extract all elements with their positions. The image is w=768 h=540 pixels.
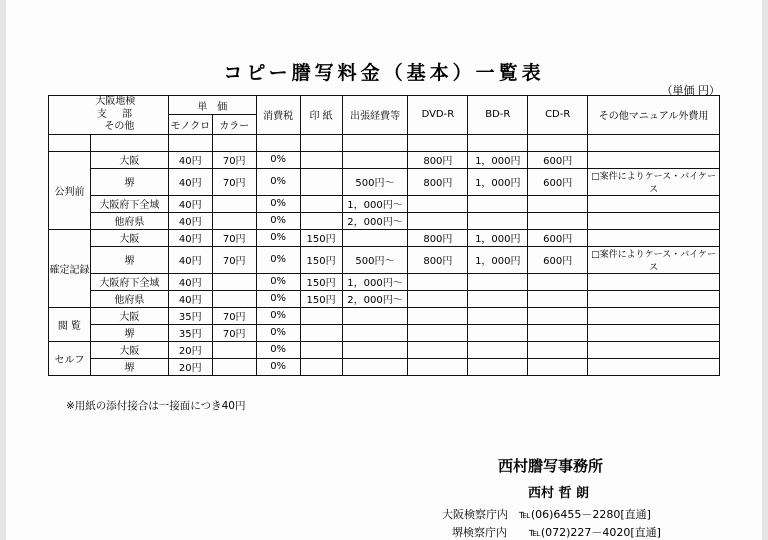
- sub-label: 堺: [90, 246, 168, 273]
- table-header-row-1: [49, 96, 720, 115]
- table-row: [49, 358, 720, 375]
- sub-label: 他府県: [90, 290, 168, 307]
- cell-bdr: 1，000円: [468, 168, 528, 195]
- cell-dvdr: [408, 273, 468, 290]
- cell-other: [588, 341, 720, 358]
- cell-inshi: 150円: [300, 290, 342, 307]
- table-row: [49, 341, 720, 358]
- cell-color: 70円: [212, 246, 256, 273]
- header-other: その他マニュアル外費用: [588, 96, 720, 135]
- table-row: [49, 195, 720, 212]
- cell-bdr: 1，000円: [468, 246, 528, 273]
- cell-tax: 0%: [256, 307, 300, 324]
- header-inshi: 印 紙: [300, 96, 342, 135]
- header-corner: [49, 96, 169, 135]
- sub-label: 大阪府下全域: [90, 273, 168, 290]
- cell-other: [588, 195, 720, 212]
- cell-shucchou: [342, 341, 408, 358]
- sub-label: 他府県: [90, 212, 168, 229]
- cell-inshi: [300, 341, 342, 358]
- cell-dvdr: [408, 290, 468, 307]
- cell-bdr: [468, 273, 528, 290]
- cell-tax: 0%: [256, 229, 300, 246]
- cell-color: [212, 195, 256, 212]
- cell-other: [588, 273, 720, 290]
- cell-mono: 40円: [168, 290, 212, 307]
- table-row: [49, 246, 720, 273]
- cell-shucchou: [342, 307, 408, 324]
- cell-shucchou: 500円～: [342, 168, 408, 195]
- table-row: [49, 212, 720, 229]
- cell-mono: 20円: [168, 358, 212, 375]
- cell-dvdr: [408, 307, 468, 324]
- table-row: [49, 290, 720, 307]
- cell-cdr: [528, 307, 588, 324]
- cell-inshi: [300, 151, 342, 168]
- cell-tax: 0%: [256, 290, 300, 307]
- cell-cdr: [528, 324, 588, 341]
- sub-label: 大阪: [90, 229, 168, 246]
- cell-dvdr: [408, 212, 468, 229]
- sub-label: 堺: [90, 168, 168, 195]
- group-label: セルフ: [49, 341, 91, 375]
- cell-color: 70円: [212, 229, 256, 246]
- header-corner-line2: 支 部: [96, 108, 138, 120]
- cell-tax: 0%: [256, 168, 300, 195]
- header-corner-line1: 大阪地検: [95, 96, 136, 107]
- header-bdr: BD-R: [468, 96, 528, 135]
- cell-tax: 0%: [256, 341, 300, 358]
- cell-mono: 35円: [168, 307, 212, 324]
- cell-inshi: [300, 168, 342, 195]
- cell-other: □案件によりケース・バイケース: [588, 168, 720, 195]
- cell-shucchou: 1，000円～: [342, 195, 408, 212]
- cell-shucchou: [342, 324, 408, 341]
- cell-color: [212, 212, 256, 229]
- cell-mono: 20円: [168, 341, 212, 358]
- sub-label: 大阪府下全域: [90, 195, 168, 212]
- table-row: [49, 229, 720, 246]
- cell-color: 70円: [212, 168, 256, 195]
- header-cdr: CD-R: [528, 96, 588, 135]
- cell-bdr: [468, 307, 528, 324]
- sub-label: 堺: [90, 358, 168, 375]
- cell-bdr: 1，000円: [468, 151, 528, 168]
- cell-inshi: 150円: [300, 229, 342, 246]
- table-row: [49, 168, 720, 195]
- cell-inshi: 150円: [300, 246, 342, 273]
- table-row: [49, 324, 720, 341]
- cell-mono: 35円: [168, 324, 212, 341]
- header-monokuro: モノクロ: [168, 115, 212, 134]
- cell-dvdr: 800円: [408, 229, 468, 246]
- cell-bdr: [468, 324, 528, 341]
- cell-color: 70円: [212, 151, 256, 168]
- cell-other: [588, 151, 720, 168]
- cell-color: [212, 358, 256, 375]
- cell-cdr: [528, 358, 588, 375]
- table-row: [49, 307, 720, 324]
- header-shohizei: 消費税: [256, 96, 300, 135]
- cell-shucchou: 2，000円～: [342, 212, 408, 229]
- cell-shucchou: 2，000円～: [342, 290, 408, 307]
- cell-cdr: [528, 341, 588, 358]
- cell-dvdr: 800円: [408, 168, 468, 195]
- cell-bdr: [468, 358, 528, 375]
- cell-mono: 40円: [168, 229, 212, 246]
- cell-dvdr: [408, 341, 468, 358]
- cell-bdr: [468, 212, 528, 229]
- cell-other: [588, 290, 720, 307]
- cell-inshi: [300, 212, 342, 229]
- cell-bdr: [468, 341, 528, 358]
- cell-color: 70円: [212, 324, 256, 341]
- cell-color: [212, 273, 256, 290]
- cell-other: [588, 229, 720, 246]
- cell-mono: 40円: [168, 273, 212, 290]
- cell-dvdr: 800円: [408, 246, 468, 273]
- cell-dvdr: 800円: [408, 151, 468, 168]
- table-row: [49, 273, 720, 290]
- cell-other: [588, 307, 720, 324]
- group-label: 閲 覧: [49, 307, 91, 341]
- cell-mono: 40円: [168, 212, 212, 229]
- header-shucchou: 出張経費等: [342, 96, 408, 135]
- cell-mono: 40円: [168, 246, 212, 273]
- cell-mono: 40円: [168, 168, 212, 195]
- signature-office: 西村謄写事務所: [498, 457, 604, 475]
- group-label: 確定記録: [49, 229, 91, 307]
- sub-label: 堺: [90, 324, 168, 341]
- header-color: カラー: [212, 115, 256, 134]
- signature-block: [380, 455, 720, 540]
- cell-cdr: 600円: [528, 246, 588, 273]
- page-title: コピー謄写料金（基本）一覧表: [223, 62, 545, 84]
- cell-inshi: 150円: [300, 273, 342, 290]
- sub-label: 大阪: [90, 151, 168, 168]
- cell-inshi: [300, 324, 342, 341]
- cell-shucchou: 1，000円～: [342, 273, 408, 290]
- cell-dvdr: [408, 324, 468, 341]
- table-spacer-row: [49, 134, 720, 151]
- cell-color: [212, 290, 256, 307]
- cell-tax: 0%: [256, 324, 300, 341]
- cell-cdr: [528, 290, 588, 307]
- header-corner-line3: その他: [104, 121, 135, 132]
- cell-other: □案件によりケース・バイケース: [588, 246, 720, 273]
- footnote: ※用紙の添付接合は一接面につき40円: [66, 400, 246, 412]
- cell-color: 70円: [212, 307, 256, 324]
- header-dvdr: DVD-R: [408, 96, 468, 135]
- cell-mono: 40円: [168, 151, 212, 168]
- header-tanka: 単 価: [168, 96, 256, 115]
- cell-inshi: [300, 195, 342, 212]
- cell-tax: 0%: [256, 358, 300, 375]
- cell-dvdr: [408, 195, 468, 212]
- cell-color: [212, 341, 256, 358]
- cell-cdr: 600円: [528, 168, 588, 195]
- cell-shucchou: [342, 151, 408, 168]
- cell-inshi: [300, 358, 342, 375]
- cell-shucchou: [342, 358, 408, 375]
- cell-cdr: [528, 195, 588, 212]
- cell-tax: 0%: [256, 246, 300, 273]
- cell-dvdr: [408, 358, 468, 375]
- cell-mono: 40円: [168, 195, 212, 212]
- cell-tax: 0%: [256, 151, 300, 168]
- cell-tax: 0%: [256, 195, 300, 212]
- cell-bdr: 1，000円: [468, 229, 528, 246]
- cell-other: [588, 324, 720, 341]
- unit-note: （単価 円）: [661, 84, 720, 97]
- signature-contact-sakai: 堺検察庁内 ℡(072)227－4020[直通]: [452, 526, 661, 539]
- cell-cdr: [528, 273, 588, 290]
- cell-shucchou: [342, 229, 408, 246]
- sub-label: 大阪: [90, 307, 168, 324]
- signature-name: 西村 哲 朗: [528, 486, 590, 501]
- cell-bdr: [468, 290, 528, 307]
- sub-label: 大阪: [90, 341, 168, 358]
- price-table: [48, 95, 720, 376]
- group-label: 公判前: [49, 151, 91, 229]
- cell-bdr: [468, 195, 528, 212]
- cell-tax: 0%: [256, 273, 300, 290]
- table-row: [49, 151, 720, 168]
- cell-shucchou: 500円～: [342, 246, 408, 273]
- cell-other: [588, 212, 720, 229]
- cell-inshi: [300, 307, 342, 324]
- cell-cdr: [528, 212, 588, 229]
- cell-cdr: 600円: [528, 151, 588, 168]
- cell-tax: 0%: [256, 212, 300, 229]
- cell-other: [588, 358, 720, 375]
- cell-cdr: 600円: [528, 229, 588, 246]
- signature-contact-osaka: 大阪検察庁内 ℡(06)6455－2280[直通]: [442, 508, 651, 521]
